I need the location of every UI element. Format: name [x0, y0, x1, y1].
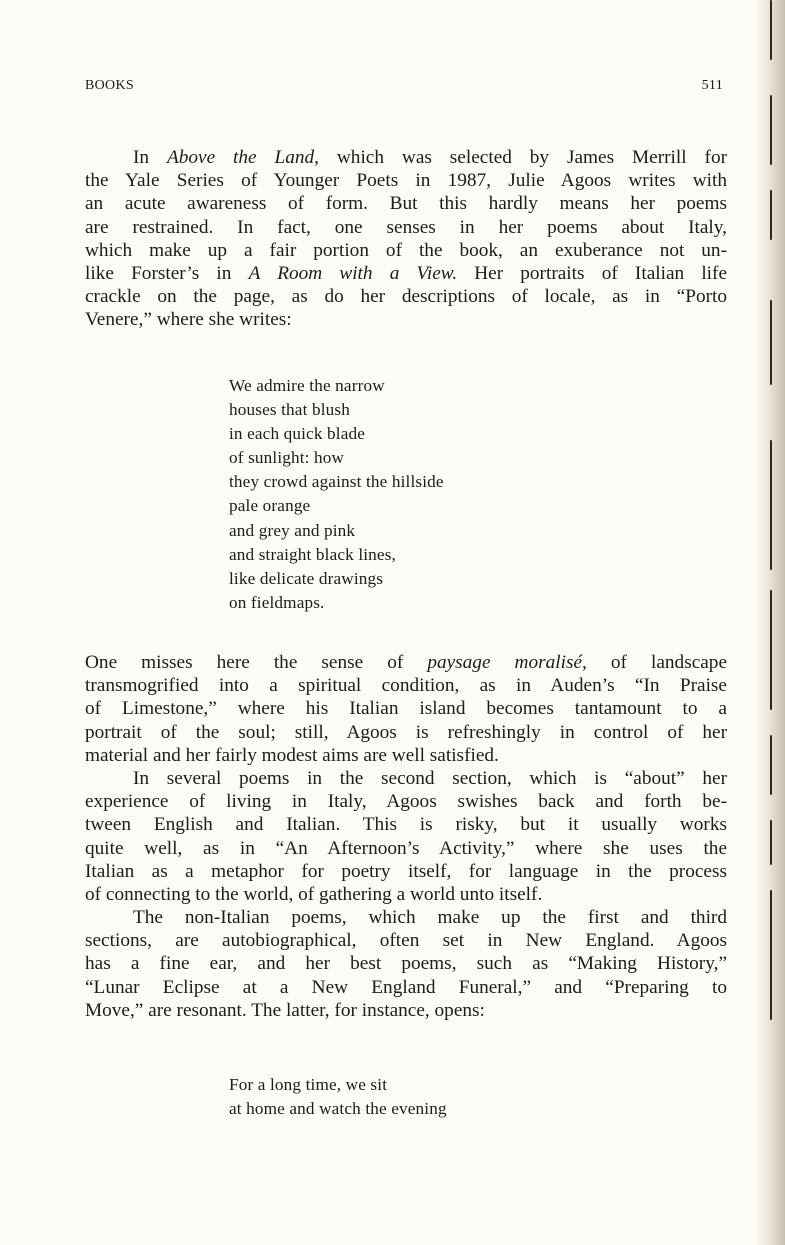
text-line — [85, 883, 727, 906]
text-run: tween English and Italian. This is risky, but it usually works — [85, 814, 727, 836]
poem-line: and grey and pink — [229, 520, 356, 540]
text-run: In — [133, 147, 167, 168]
page-edge-mark — [770, 0, 772, 60]
poem-line: For a long time, we sit — [229, 1075, 388, 1094]
page-edge-mark — [770, 890, 772, 1020]
paragraph — [85, 651, 727, 767]
text-run: portrait of the soul; still, Agoos is refreshingly in control of her — [85, 721, 727, 743]
text-line — [85, 999, 727, 1022]
text-run: an acute awareness of form. But this hardly means her poems — [85, 193, 727, 215]
italic-title: paysage moralisé, — [427, 652, 587, 673]
poem-line: We admire the narrow — [229, 376, 385, 395]
text-line — [85, 169, 727, 192]
text-run: In several poems in the second section, which is “about” her — [133, 768, 727, 789]
poem-line: at home and watch the evening — [229, 1099, 447, 1119]
paragraph — [85, 146, 727, 332]
text-run: the Yale Series of Younger Poets in 1987, Julie Agoos writes with — [85, 170, 727, 192]
page-edge-mark — [770, 300, 772, 385]
text-run: of connecting to the world, of gathering a world unto itself. — [85, 884, 543, 906]
text-run: crackle on the page, as do her descriptions of locale, as in “Porto — [85, 286, 727, 308]
text-line — [85, 192, 727, 215]
text-line — [85, 721, 727, 744]
poem-line: and straight black lines, — [229, 544, 396, 564]
text-line — [85, 308, 727, 331]
page-edge-mark — [770, 735, 772, 795]
text-line — [85, 146, 727, 169]
text-line — [85, 767, 727, 790]
text-run: Italian as a metaphor for poetry itself, for language in the process — [85, 860, 727, 882]
poem-line: in each quick blade — [229, 424, 365, 444]
text-run: has a fine ear, and her best poems, such as “Making History,” — [85, 953, 727, 975]
italic-title: A Room with a View. — [248, 263, 458, 285]
text-run: experience of living in Italy, Agoos swishes back and forth be- — [85, 791, 727, 813]
text-line — [85, 860, 727, 883]
text-run: like Forster’s in — [85, 263, 249, 285]
poem-line: houses that blush — [229, 400, 350, 420]
text-line — [85, 651, 727, 674]
text-run: Her portraits of Italian life — [457, 263, 728, 285]
poem-line: of sunlight: how — [229, 448, 345, 468]
paragraph-italian-poems — [85, 767, 727, 906]
text-run: “Lunar Eclipse at a New England Funeral,” and “Preparing to — [85, 976, 727, 998]
text-run: quite well, as in “An Afternoon’s Activity,” where she uses the — [85, 837, 727, 859]
text-run: which was selected by James Merrill for — [318, 147, 728, 168]
text-line — [85, 285, 727, 308]
quoted-poem-preparing-to-move — [229, 1073, 447, 1121]
text-run: of landscape — [586, 652, 728, 673]
text-line — [85, 952, 727, 975]
text-line — [85, 216, 727, 239]
page-edge-mark — [770, 820, 772, 865]
text-line — [85, 813, 727, 836]
poem-line: they crowd against the hillside — [229, 472, 444, 492]
text-line — [85, 697, 727, 720]
paragraph — [85, 767, 727, 906]
text-line — [85, 262, 727, 285]
quoted-poem-porto-venere — [229, 374, 444, 615]
text-run: are restrained. In fact, one senses in her poems about Italy, — [85, 216, 727, 238]
poem-line: pale orange — [229, 496, 311, 516]
text-run: The non-Italian poems, which make up the first and third — [133, 907, 727, 928]
paragraph-non-italian-poems — [85, 906, 727, 1022]
poem-line: like delicate drawings — [229, 568, 384, 588]
text-line — [85, 674, 727, 697]
page-edge-mark — [770, 440, 772, 570]
text-run: which make up a fair portion of the book, an exuberance not un- — [85, 239, 727, 261]
page-number: 511 — [701, 78, 723, 93]
text-line — [85, 976, 727, 999]
paragraph-paysage-moralise — [85, 651, 727, 767]
section-title: BOOKS — [85, 78, 134, 93]
text-line — [85, 744, 727, 767]
text-run: Move,” are resonant. The latter, for instance, opens: — [85, 999, 485, 1021]
poem-line: on fieldmaps. — [229, 592, 325, 612]
text-run: Venere,” where she writes: — [85, 309, 292, 331]
page-edge-shadow — [755, 0, 785, 1245]
text-run: One misses here the sense of — [85, 652, 428, 673]
page-edge-mark — [770, 95, 772, 165]
text-line — [85, 790, 727, 813]
text-run: material and her fairly modest aims are well satisfied. — [85, 744, 499, 766]
text-run: transmogrified into a spiritual condition, as in Auden’s “In Praise — [85, 675, 727, 697]
paragraph-above-the-land — [85, 146, 727, 332]
text-line — [85, 837, 727, 860]
italic-title: Above the Land, — [166, 147, 319, 168]
text-line — [85, 906, 727, 929]
paragraph — [85, 906, 727, 1022]
text-line — [85, 239, 727, 262]
page-edge-mark — [770, 590, 772, 710]
text-line — [85, 929, 727, 952]
page-edge-mark — [770, 190, 772, 240]
text-run: of Limestone,” where his Italian island becomes tantamount to a — [85, 698, 727, 720]
text-run: sections, are autobiographical, often set in New England. Agoos — [85, 930, 727, 952]
